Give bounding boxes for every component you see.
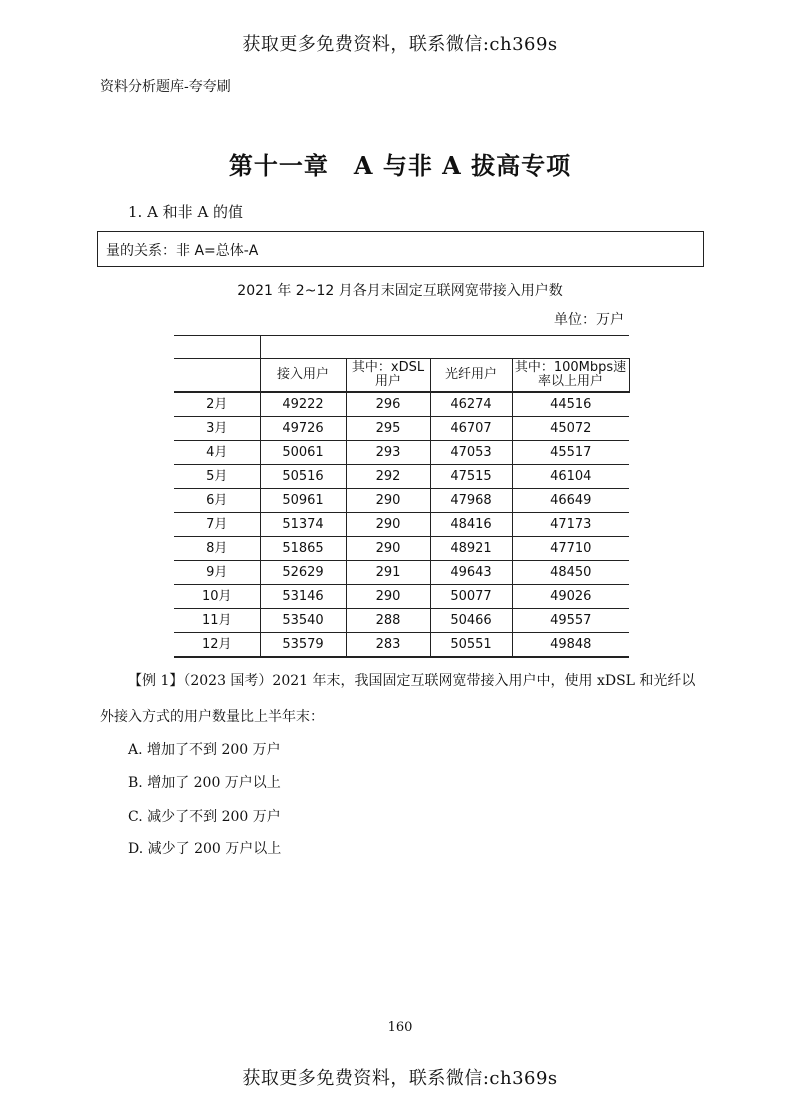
table-row <box>174 633 629 658</box>
value-cell: 49026 <box>512 585 629 609</box>
col-header-total: 接入用户 <box>260 359 346 393</box>
value-cell: 50516 <box>260 465 346 489</box>
value-cell: 290 <box>346 513 430 537</box>
table-header-row <box>174 336 629 359</box>
question-stem: 【例 1】（2023 国考）2021 年末，我国固定互联网宽带接入用户中，使用 xDSL 和光纤以 <box>128 673 696 689</box>
table-row <box>174 465 629 489</box>
value-cell: 283 <box>346 633 430 658</box>
value-cell: 53579 <box>260 633 346 658</box>
value-cell: 292 <box>346 465 430 489</box>
value-cell: 46104 <box>512 465 629 489</box>
table-header-row <box>174 359 629 393</box>
value-cell: 51865 <box>260 537 346 561</box>
value-cell: 50077 <box>430 585 512 609</box>
option-b: B. 增加了 200 万户以上 <box>128 775 281 791</box>
value-cell: 45517 <box>512 441 629 465</box>
month-cell: 8月 <box>174 537 260 561</box>
section-title: 1. A 和非 A 的值 <box>128 203 244 221</box>
value-cell: 44516 <box>512 392 629 417</box>
table-row <box>174 441 629 465</box>
chapter-title: 第十一章 A 与非 A 拔高专项 <box>228 151 572 180</box>
value-cell: 47173 <box>512 513 629 537</box>
value-cell: 291 <box>346 561 430 585</box>
corner-cell <box>174 359 260 393</box>
option-a: A. 增加了不到 200 万户 <box>128 742 281 758</box>
col-header-fast: 其中：100Mbps速率以上用户 <box>512 359 629 393</box>
watermark-top: 获取更多免费资料，联系微信:ch369s <box>242 34 558 55</box>
document-header: 资料分析题库-夸夸刷 <box>100 79 231 95</box>
month-cell: 10月 <box>174 585 260 609</box>
month-cell: 12月 <box>174 633 260 658</box>
table-row <box>174 537 629 561</box>
value-cell: 50466 <box>430 609 512 633</box>
value-cell: 53540 <box>260 609 346 633</box>
month-cell: 9月 <box>174 561 260 585</box>
value-cell: 49557 <box>512 609 629 633</box>
value-cell: 295 <box>346 417 430 441</box>
value-cell: 51374 <box>260 513 346 537</box>
page-number: 160 <box>387 1020 413 1035</box>
value-cell: 45072 <box>512 417 629 441</box>
value-cell: 47515 <box>430 465 512 489</box>
value-cell: 49643 <box>430 561 512 585</box>
month-cell: 5月 <box>174 465 260 489</box>
value-cell: 290 <box>346 537 430 561</box>
value-cell: 48450 <box>512 561 629 585</box>
col-header-fiber: 光纤用户 <box>430 359 512 393</box>
value-cell: 52629 <box>260 561 346 585</box>
table-row <box>174 609 629 633</box>
value-cell: 290 <box>346 489 430 513</box>
table-row <box>174 392 629 417</box>
option-d: D. 减少了 200 万户以上 <box>128 841 282 857</box>
value-cell: 46274 <box>430 392 512 417</box>
table-title: 2021 年 2~12 月各月末固定互联网宽带接入用户数 <box>237 283 563 299</box>
value-cell: 47968 <box>430 489 512 513</box>
table-row <box>174 561 629 585</box>
question-stem-continued: 外接入方式的用户数量比上半年末： <box>100 709 324 725</box>
value-cell: 46707 <box>430 417 512 441</box>
option-c: C. 减少了不到 200 万户 <box>128 809 281 825</box>
value-cell: 47053 <box>430 441 512 465</box>
value-cell: 48416 <box>430 513 512 537</box>
value-cell: 293 <box>346 441 430 465</box>
table-row <box>174 585 629 609</box>
table-row <box>174 417 629 441</box>
value-cell: 290 <box>346 585 430 609</box>
data-table <box>174 335 630 658</box>
unit-label: 单位：万户 <box>554 312 624 328</box>
value-cell: 46649 <box>512 489 629 513</box>
month-cell: 4月 <box>174 441 260 465</box>
value-cell: 48921 <box>430 537 512 561</box>
col-header-xdsl: 其中：xDSL用户 <box>346 359 430 393</box>
value-cell: 288 <box>346 609 430 633</box>
table-row <box>174 489 629 513</box>
month-cell: 7月 <box>174 513 260 537</box>
month-cell: 3月 <box>174 417 260 441</box>
table-row <box>174 513 629 537</box>
value-cell: 50961 <box>260 489 346 513</box>
value-cell: 49726 <box>260 417 346 441</box>
month-cell: 6月 <box>174 489 260 513</box>
month-cell: 11月 <box>174 609 260 633</box>
value-cell: 53146 <box>260 585 346 609</box>
value-cell: 50551 <box>430 633 512 658</box>
value-cell: 50061 <box>260 441 346 465</box>
month-cell: 2月 <box>174 392 260 417</box>
value-cell: 49222 <box>260 392 346 417</box>
value-cell: 47710 <box>512 537 629 561</box>
relation-box: 量的关系：非 A=总体-A <box>97 231 704 267</box>
watermark-bottom: 获取更多免费资料，联系微信:ch369s <box>242 1068 558 1089</box>
value-cell: 49848 <box>512 633 629 658</box>
value-cell: 296 <box>346 392 430 417</box>
